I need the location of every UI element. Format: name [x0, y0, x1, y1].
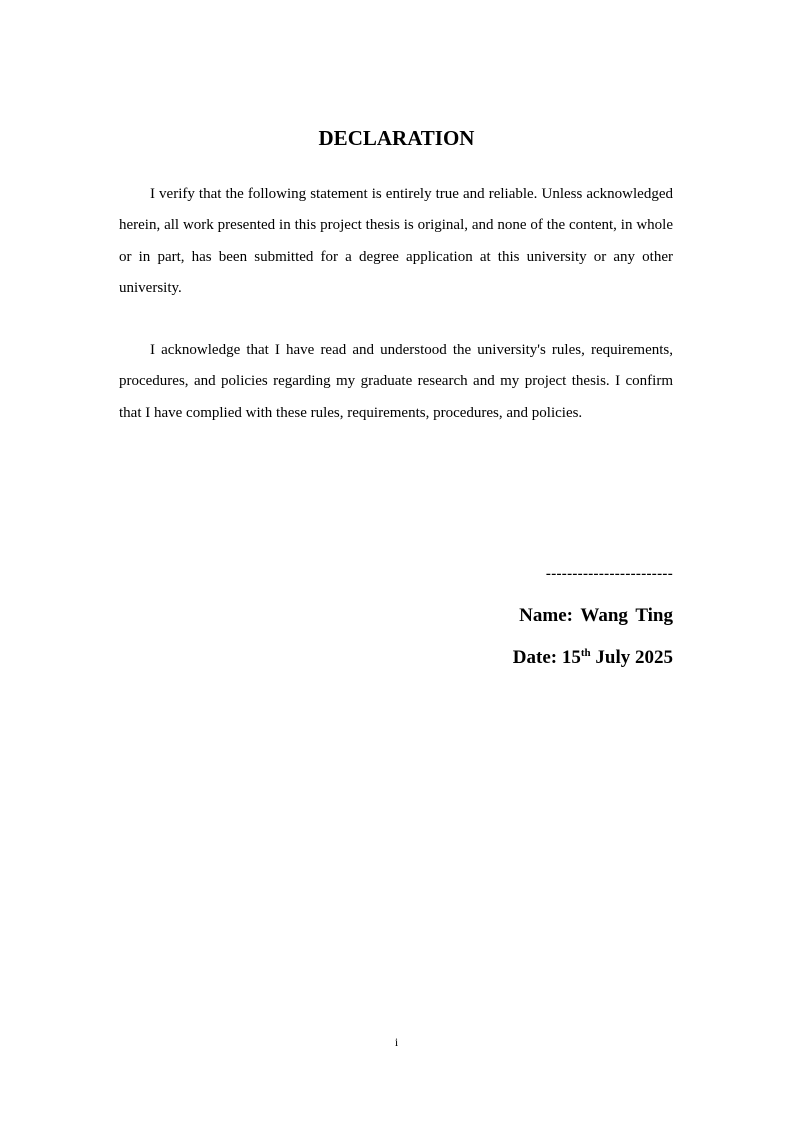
signature-name: Name: Wang Ting — [519, 605, 673, 626]
date-ordinal-suffix: th — [580, 647, 591, 659]
date-prefix: Date: 15 — [512, 647, 581, 668]
signature-line: ------------------------ — [545, 566, 673, 582]
date-month-year: July 2025 — [590, 647, 673, 668]
paragraph-acknowledgement: I acknowledge that I have read and understood the university's rules, requirements, procedures, and policies regarding my graduate research and my project thesis. I confirm that I have complied with these rules, requirements, procedures, and policies. — [119, 342, 673, 421]
declaration-title: DECLARATION — [318, 126, 475, 150]
paragraph-verification: I verify that the following statement is entirely true and reliable. Unless acknowledged herein, all work presented in this project thesis is original, and none of the content, in whole or in part, has been submitted for a degree application at this university or any other university. — [119, 186, 673, 296]
signature-date — [513, 644, 673, 672]
page-number: i — [394, 1035, 399, 1049]
